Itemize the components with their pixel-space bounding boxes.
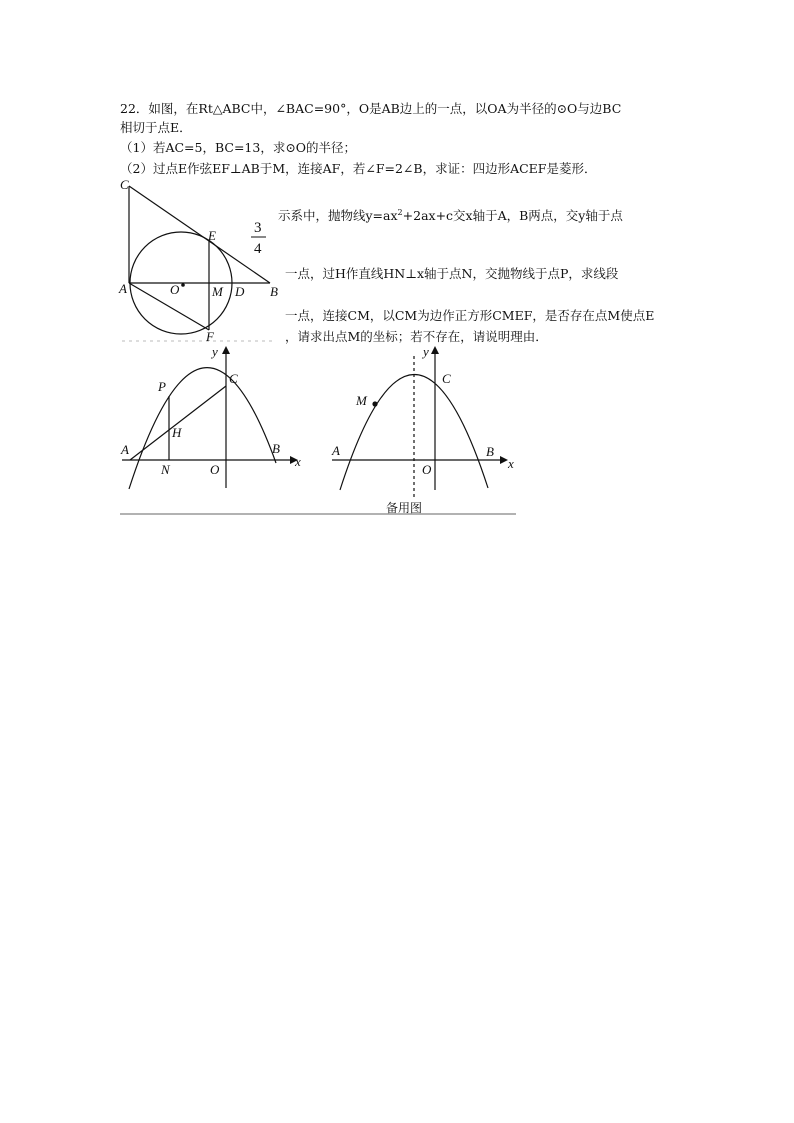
fig2-label-h: H (172, 425, 182, 440)
problem23-line1-suffix: +2ax+c交x轴于A，B两点，交y轴于点 (402, 208, 623, 224)
problem23-line3: 一点，连接CM，以CM为边作正方形CMEF，是否存在点M使点E (285, 308, 655, 323)
fig1-label-b: B (270, 284, 278, 299)
fig3-label-y: y (423, 344, 429, 359)
fig3-label-c: C (442, 371, 451, 386)
figure1-triangle-circle (129, 186, 270, 334)
problem23-line1-prefix: 示系中，抛物线y=ax (278, 208, 398, 224)
problem23-line2: 一点，过H作直线HN⊥x轴于点N，交抛物线于点P，求线段 (285, 266, 619, 281)
fig3-label-o: O (422, 462, 432, 477)
fig1-label-e: E (208, 228, 216, 243)
figure3-parabola (332, 346, 508, 500)
fig2-label-a: A (121, 442, 129, 457)
fraction-denominator: 4 (254, 241, 262, 257)
fig2-segment-ac (130, 386, 226, 460)
fig3-label-b: B (486, 444, 494, 459)
center-o-dot (181, 283, 185, 287)
fig2-label-p: P (158, 379, 166, 394)
problem22-part2: （2）过点E作弦EF⊥AB于M，连接AF，若∠F=2∠B，求证：四边形ACEF是菱形． (120, 161, 597, 176)
fig3-label-m: M (356, 393, 367, 408)
fig1-label-o: O (170, 282, 180, 297)
fig2-parabola-curve (129, 368, 276, 489)
fig3-label-a: A (332, 443, 340, 458)
fig3-label-x: x (508, 456, 514, 471)
problem23-line1-exponent: 2 (397, 208, 403, 217)
segment-bc (129, 186, 270, 283)
fig2-label-y: y (212, 344, 218, 359)
fig2-label-o: O (210, 462, 220, 477)
fig1-label-c: C (120, 177, 129, 192)
fig3-x-arrow (500, 456, 508, 464)
fig3-point-m (372, 401, 377, 406)
problem22-stem-line1: 22．如图，在Rt△ABC中，∠BAC=90°，O是AB边上的一点，以OA为半径的⊙O与边BC (120, 101, 622, 116)
problem23-line4: ，请求出点M的坐标；若不存在，请说明理由． (285, 329, 548, 344)
fig2-label-x: x (295, 454, 301, 469)
fig3-y-arrow (431, 346, 439, 354)
fig2-label-n: N (161, 462, 170, 477)
fraction-numerator: 3 (254, 220, 262, 236)
fig1-label-a: A (119, 281, 127, 296)
fig1-label-f: F (206, 329, 214, 344)
fig2-label-b: B (272, 441, 280, 456)
segment-af (129, 283, 209, 330)
fig2-y-arrow (222, 346, 230, 354)
problem22-stem-line2: 相切于点E． (120, 120, 192, 135)
problem22-part1: （1）若AC=5，BC=13，求⊙O的半径； (120, 140, 357, 155)
fig2-label-c: C (229, 371, 238, 386)
fig1-label-d: D (235, 284, 245, 299)
fig3-caption: 备用图 (386, 501, 423, 515)
fig1-label-m: M (212, 284, 223, 299)
